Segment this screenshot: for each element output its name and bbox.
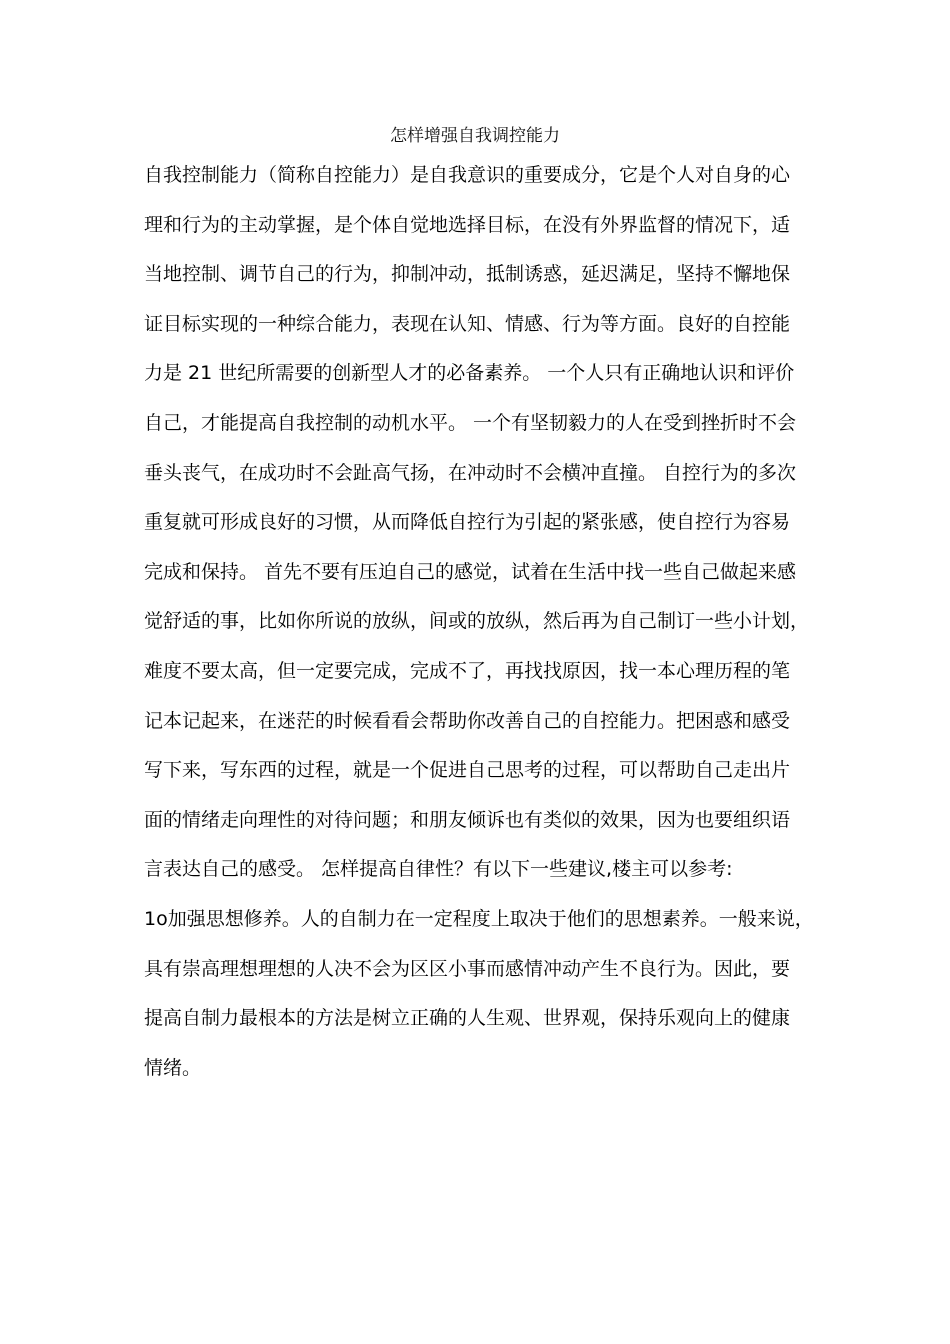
body-line: 提高自制力最根本的方法是树立正确的人生观、世界观，保持乐观向上的健康 <box>144 1007 791 1030</box>
body-line: 具有崇高理想理想的人决不会为区区小事而感情冲动产生不良行为。因此，要 <box>144 957 791 980</box>
body-line: 当地控制、调节自己的行为，抑制冲动，抵制诱惑，延迟满足，坚持不懈地保 <box>144 263 791 286</box>
body-line: 完成和保持。 首先不要有压迫自己的感觉，试着在生活中找一些自己做起来感 <box>144 560 797 583</box>
body-line: 自我控制能力（简称自控能力）是自我意识的重要成分，它是个人对自身的心 <box>144 164 791 186</box>
body-line: 理和行为的主动掌握，是个体自觉地选择目标，在没有外界监督的情况下，适 <box>144 213 791 236</box>
body-line: 记本记起来，在迷茫的时候看看会帮助你改善自己的自控能力。把困惑和感受 <box>144 709 791 732</box>
document-title: 怎样增强自我调控能力 <box>390 126 560 146</box>
body-line: 力是 21 世纪所需要的创新型人才的必备素养。 一个人只有正确地认识和评价 <box>144 362 795 385</box>
body-line: 1o加强思想修养。人的自制力在一定程度上取决于他们的思想素养。一般来说， <box>144 907 814 930</box>
body-line: 垂头丧气，在成功时不会趾高气扬，在冲动时不会横冲直撞。 自控行为的多次 <box>144 461 797 484</box>
body-line: 难度不要太高，但一定要完成，完成不了，再找找原因，找一本心理历程的笔 <box>144 659 791 682</box>
body-line: 证目标实现的一种综合能力，表现在认知、情感、行为等方面。良好的自控能 <box>144 312 791 335</box>
body-line: 重复就可形成良好的习惯，从而降低自控行为引起的紧张感，使自控行为容易 <box>144 511 791 534</box>
body-line: 言表达自己的感受。 怎样提高自律性？有以下一些建议,楼主可以参考: <box>144 858 733 881</box>
body-line: 情绪。 <box>144 1056 202 1079</box>
document-body <box>144 151 814 1093</box>
body-line: 面的情绪走向理性的对待问题；和朋友倾诉也有类似的效果，因为也要组织语 <box>144 808 791 831</box>
body-line: 写下来，写东西的过程，就是一个促进自己思考的过程，可以帮助自己走出片 <box>144 759 791 782</box>
body-line: 觉舒适的事，比如你所说的放纵，间或的放纵，然后再为自己制订一些小计划， <box>144 610 810 633</box>
body-line: 自己，才能提高自我控制的动机水平。 一个有坚韧毅力的人在受到挫折时不会 <box>144 411 797 434</box>
